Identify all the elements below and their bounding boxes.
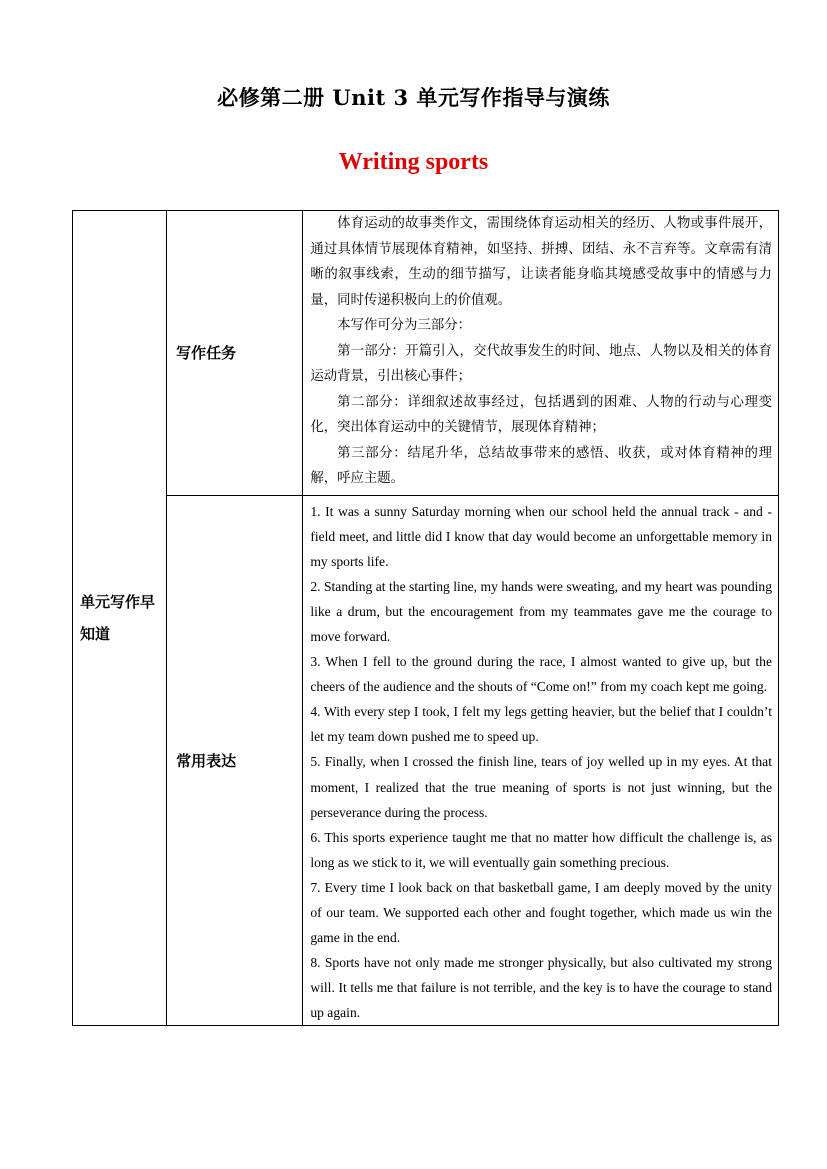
- writing-guide-table: [72, 210, 779, 1026]
- expression-item: 8. Sports have not only made me stronger physically, but also cultivated my strong will. It tells me that failure is not terrible, and the key is to have the courage to stand up again.: [310, 955, 772, 1021]
- table-row-expressions: [73, 495, 779, 1026]
- expressions-label: 常用表达: [176, 751, 237, 770]
- expression-item: 4. With every step I took, I felt my legs getting heavier, but the belief that I couldn’t let my team down pushed me to speed up.: [310, 704, 772, 745]
- expression-item: 5. Finally, when I crossed the finish line, tears of joy welled up in my eyes. At that moment, I realized that the true meaning of sports is not just winning, but the perseverance during the process.: [310, 754, 772, 820]
- expression-item: 1. It was a sunny Saturday morning when our school held the annual track - and - field meet, and little did I know that day would become an unforgettable memory in my sports life.: [310, 503, 772, 569]
- expressions-content-cell: [303, 495, 779, 1026]
- task-label: 写作任务: [176, 344, 237, 363]
- expression-item: 6. This sports experience taught me that no matter how difficult the challenge is, as long as we stick to it, we will eventually gain something precious.: [310, 829, 772, 870]
- task-paragraph: 第二部分：详细叙述故事经过，包括遇到的困难、人物的行动与心理变化，突出体育运动中的关键情节，展现体育精神；: [310, 394, 772, 435]
- page-subtitle: Writing sports: [338, 149, 489, 175]
- task-paragraph: 体育运动的故事类作文，需围绕体育运动相关的经历、人物或事件展开，通过具体情节展现体育精神，如坚持、拼搏、团结、永不言弃等。文章需有清晰的叙事线索，生动的细节描写，让读者能身临其境感受故事中的情感与力量，同时传递积极向上的价值观。: [310, 216, 772, 308]
- expression-item: 7. Every time I look back on that basketball game, I am deeply moved by the unity of our team. We supported each other and fought together, which made us win the game in the end.: [310, 879, 772, 946]
- task-paragraph: 本写作可分为三部分：: [337, 318, 472, 333]
- task-label-cell: [167, 211, 303, 496]
- task-content-cell: [303, 211, 779, 496]
- page-title: 必修第二册 Unit 3 单元写作指导与演练: [217, 85, 610, 110]
- task-paragraph: 第三部分：结尾升华，总结故事带来的感悟、收获，或对体育精神的理解，呼应主题。: [310, 445, 772, 486]
- expression-item: 2. Standing at the starting line, my hands were sweating, and my heart was pounding like a drum, but the encouragement from my teammates gave me the courage to move forward.: [310, 578, 772, 644]
- section-label: 单元写作早知道: [80, 593, 156, 644]
- section-label-cell: [73, 211, 167, 1026]
- expressions-label-cell: [167, 495, 303, 1026]
- expression-item: 3. When I fell to the ground during the race, I almost wanted to give up, but the cheers of the audience and the shouts of “Come on!” from my coach kept me going.: [310, 654, 772, 695]
- task-paragraph: 第一部分：开篇引入，交代故事发生的时间、地点、人物以及相关的体育运动背景，引出核心事件；: [310, 343, 772, 384]
- table-row-task: [73, 211, 779, 496]
